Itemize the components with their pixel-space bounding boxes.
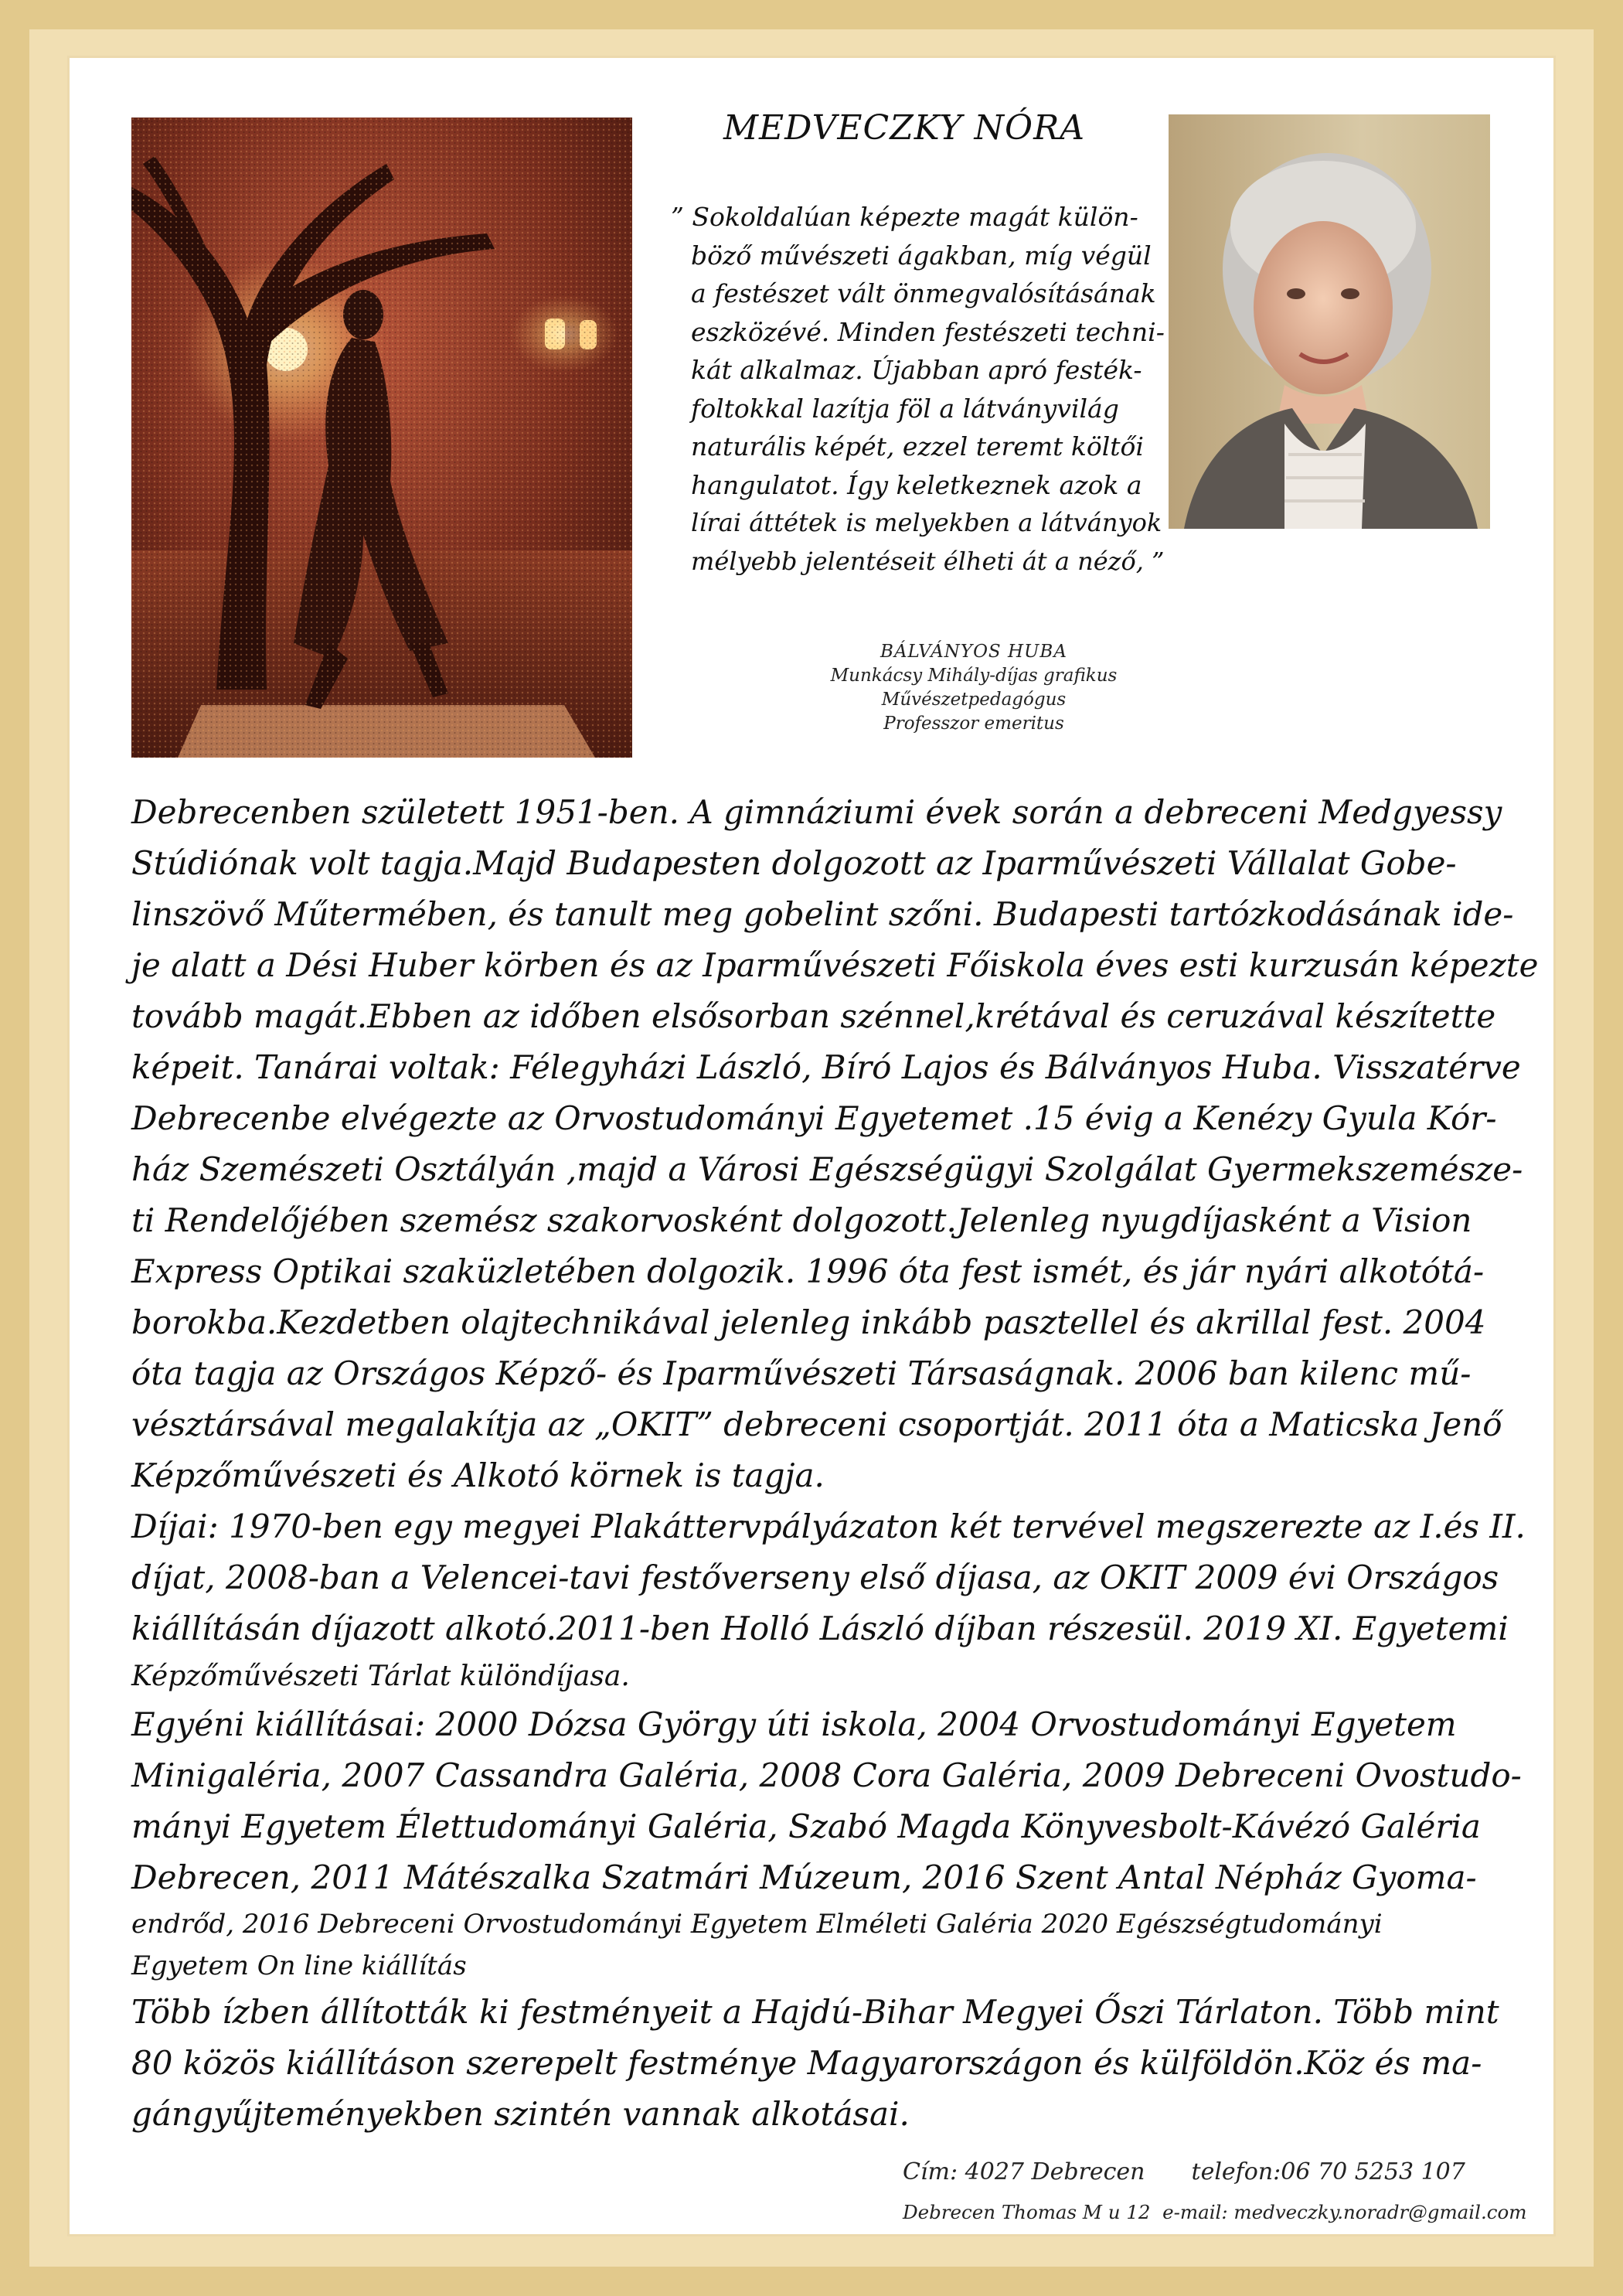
quote-line: mélyebb jelentéseit élheti át a néző, ” [691,546,1165,576]
artist-portrait-photo [1169,114,1490,529]
quote-line: naturális képét, ezzel teremt költői [691,431,1144,462]
biography-text [131,787,1538,2140]
group-shows-line: Több ízben állították ki festményeit a Hajdú-Bihar Megyei Őszi Tárlaton. Több mint [131,1993,1499,2031]
contact-row [903,2192,1536,2233]
bio-line: tovább magát.Ebben az időben elsősorban szénnel,krétával és ceruzával készítette [131,997,1496,1035]
bio-line: Express Optikai szaküzletében dolgozik. 1996 óta fest ismét, és jár nyári alkotótá- [131,1252,1485,1290]
quote-line: lírai áttétek is melyekben a látványok [691,508,1162,537]
bio-line: je alatt a Dési Huber körben és az Iparművészeti Főiskola éves esti kurzusán képezte [131,946,1539,984]
artist-name-title: MEDVECZKY NÓRA [723,108,1085,148]
exhibitions-line: Egyéni kiállításai: 2000 Dózsa György úti iskola, 2004 Orvostudományi Egyetem [131,1705,1457,1743]
quote-line: hangulatot. Így keletkeznek azok a [691,469,1142,500]
bio-line: Debrecenbe elvégezte az Orvostudományi Egyetemet .15 évig a Kenézy Gyula Kór- [131,1099,1497,1137]
awards-line: Díjai: 1970-ben egy megyei Plakáttervpályázaton két tervével megszerezte az I.és II. [131,1507,1526,1545]
contact-row [903,2152,1536,2192]
quote-line: ” Sokoldalúan képezte magát külön- [671,202,1138,232]
bio-line: vésztársával megalakítja az „OKIT” debreceni csoportját. 2011 óta a Maticska Jenő [131,1405,1502,1443]
awards-line: Képzőművészeti Tárlat különdíjasa. [131,1661,630,1692]
exhibitions-line: endrőd, 2016 Debreceni Orvostudományi Egyetem Elméleti Galéria 2020 Egészségtudományi [131,1909,1383,1940]
contact-info [903,2152,1536,2233]
exhibitions-line: Egyetem On line kiállítás [131,1950,467,1981]
email-address: e-mail: medveczky.noradr@gmail.com [1162,2201,1527,2223]
bio-line: ti Rendelőjében szemész szakorvosként dolgozott.Jelenleg nyugdíjasként a Vision [131,1201,1472,1239]
street-address: Debrecen Thomas M u 12 [903,2201,1151,2223]
awards-line: kiállításán díjazott alkotó.2011-ben Holló László díjban részesül. 2019 XI. Egyetemi [131,1610,1509,1647]
painting-image [131,118,632,758]
group-shows-line: gángyűjteményekben szintén vannak alkotásai. [131,2095,910,2133]
attribution-title: Művészetpedagógus [881,690,1067,710]
critic-quote [671,198,1165,581]
attribution-name: BÁLVÁNYOS HUBA [880,642,1067,662]
bio-line: Stúdiónak volt tagja.Majd Budapesten dolgozott az Iparművészeti Vállalat Gobe- [131,844,1457,882]
bio-line: óta tagja az Országos Képző- és Iparművészeti Társaságnak. 2006 ban kilenc mű- [131,1354,1472,1392]
quote-line: kát alkalmaz. Újabban apró festék- [691,355,1142,385]
bio-line: borokba.Kezdetben olajtechnikával jelenleg inkább pasztellel és akrillal fest. 2004 [131,1303,1486,1341]
quote-attribution [812,640,1136,736]
bio-line: Képzőművészeti és Alkotó körnek is tagja. [131,1456,825,1494]
quote-line: eszközévé. Minden festészeti techni- [691,316,1165,347]
attribution-title: Professzor emeritus [883,714,1064,734]
group-shows-line: 80 közös kiállításon szerepelt festménye Magyarországon és külföldön.Köz és ma- [131,2044,1482,2082]
exhibitions-line: Minigaléria, 2007 Cassandra Galéria, 2008 Cora Galéria, 2009 Debreceni Ovostudo- [131,1756,1522,1794]
address-label: Cím: 4027 Debrecen [903,2158,1145,2185]
bio-line: ház Szemészeti Osztályán ,majd a Városi Egészségügyi Szolgálat Gyermekszemésze- [131,1150,1523,1188]
quote-line: böző művészeti ágakban, míg végül [691,240,1152,271]
awards-line: díjat, 2008-ban a Velencei-tavi festőverseny első díjasa, az OKIT 2009 évi Országos [131,1558,1499,1596]
quote-line: foltokkal lazítja föl a látványvilág [691,393,1119,424]
phone-number: telefon:06 70 5253 107 [1191,2158,1465,2185]
bio-line: Debrecenben született 1951-ben. A gimnáziumi évek során a debreceni Medgyessy [131,793,1502,831]
quote-line: a festészet vált önmegvalósításának [691,278,1156,308]
exhibitions-line: mányi Egyetem Élettudományi Galéria, Szabó Magda Könyvesbolt-Kávézó Galéria [131,1807,1481,1845]
attribution-title: Munkácsy Mihály-díjas grafikus [830,666,1118,686]
bio-line: képeit. Tanárai voltak: Félegyházi László, Bíró Lajos és Bálványos Huba. Visszatérve [131,1048,1521,1086]
exhibitions-line: Debrecen, 2011 Mátészalka Szatmári Múzeum, 2016 Szent Antal Népház Gyoma- [131,1858,1477,1896]
bio-line: linszövő Műtermében, és tanult meg gobelint szőni. Budapesti tartózkodásának ide- [131,895,1514,933]
